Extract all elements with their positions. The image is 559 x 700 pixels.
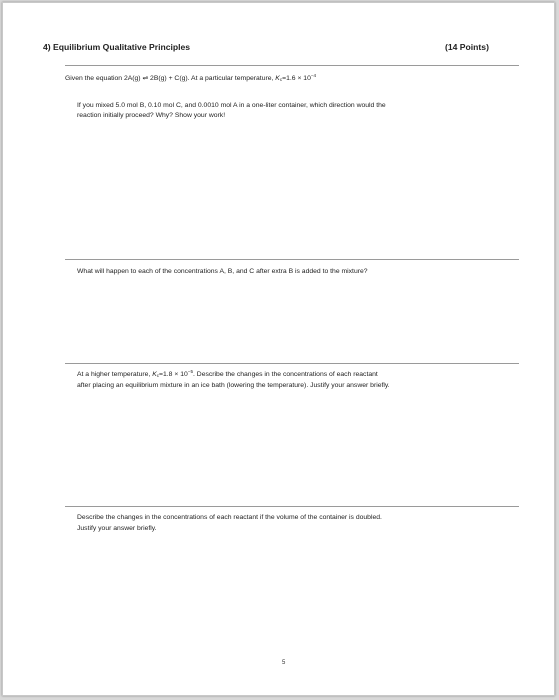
part-d-line-1: Describe the changes in the concentrations of each reactant if the volume of the container is doubled. [77,514,382,521]
part-d-line-2: Justify your answer briefly. [77,525,157,532]
question-points: (14 Points) [445,42,489,52]
part-c-line-1: At a higher temperature, $K_c=1.8 \times 10^{-5}$. Describe the changes in the concentrations of each reactant [77,369,378,378]
section-divider [65,259,519,260]
part-c-line-2: after placing an equilibrium mixture in an ice bath (lowering the temperature). Justify your answer briefly. [77,382,390,389]
part-b-line-1: What will happen to each of the concentrations A, B, and C after extra B is added to the mixture? [77,268,368,275]
section-divider [65,363,519,364]
section-divider [65,506,519,507]
part-a-line-1: If you mixed 5.0 mol B, 0.10 mol C, and 0.0010 mol A in a one-liter container, which direction would the [77,102,386,109]
question-title: 4) Equilibrium Qualitative Principles [43,42,191,52]
intro-equation: Given the equation 2A(g) ⇌ 2B(g) + C(g). At a particular temperature, $K_c=1.6 \times 10^{-4}$ [65,73,317,82]
document-page [2,2,555,696]
section-divider [65,65,519,66]
part-a-line-2: reaction initially proceed? Why? Show your work! [77,112,226,119]
equilibrium-arrow-icon: ⇌ [142,75,149,82]
page-number: 5 [282,660,286,666]
